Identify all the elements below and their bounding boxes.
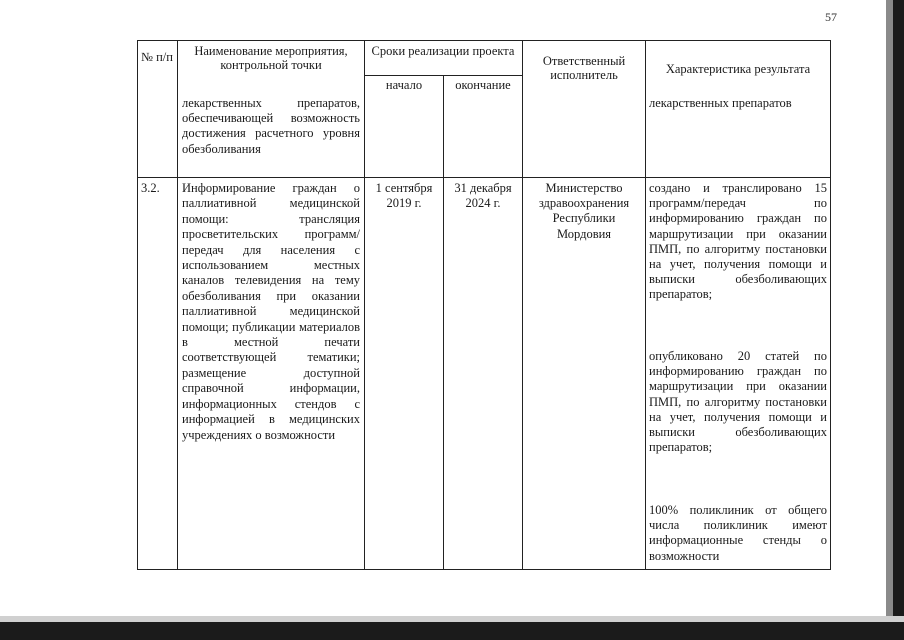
header-start: начало: [385, 78, 423, 92]
scan-edge-right: [893, 0, 904, 640]
scan-edge-bottom: [0, 622, 904, 640]
header-responsible: Ответственный исполнитель: [542, 54, 626, 82]
col-line-1: [177, 40, 178, 570]
row-result-3: 100% поликлиник от общего числа поликлиник имеют информационные стенды о возможности: [649, 503, 827, 563]
col-line-6: [830, 40, 831, 570]
row-separator: [137, 177, 831, 178]
col-line-4: [522, 40, 523, 570]
col-line-2: [364, 40, 365, 570]
col-line-5: [645, 40, 646, 570]
scan-edge-right-shade: [886, 0, 893, 640]
header-end: окончание: [455, 78, 511, 92]
row-name: Информирование граждан о паллиативной медицинской помощи: трансляция просветительских программ/передач для населения с использованием местных каналов телевидения на тему обезболивания при оказании паллиативной медицинской помощи; публикации материалов в местной печати соответствующей тематики; размещение доступной справочной информации, информационных стендов с информацией в медицинских учреждениях о возможности: [182, 181, 360, 442]
table-border-bottom: [137, 569, 831, 570]
row-result-2: опубликовано 20 статей по информированию граждан по маршрутизации при оказании ПМП, по алгоритму постановки на учет, получения помощи и выписки обезболивающих препаратов;: [649, 349, 827, 455]
page-number: 57: [825, 10, 837, 24]
row-start-date: 1 сентября 2019 г.: [375, 181, 433, 211]
row-responsible: Министерство здравоохранения Республики Мордовия: [538, 181, 630, 241]
header-num: № п/п: [141, 50, 173, 64]
header-result: Характеристика результата: [665, 62, 811, 76]
col-line-0: [137, 40, 138, 570]
header-name: Наименование мероприятия, контрольной точки: [194, 44, 348, 72]
header-terms: Сроки реализации проекта: [371, 44, 515, 58]
col-line-3: [443, 75, 444, 570]
row-end-date: 31 декабря 2024 г.: [454, 181, 512, 211]
row-number: 3.2.: [141, 181, 160, 195]
continuation-result: лекарственных препаратов: [649, 96, 792, 110]
row-result-1: создано и транслировано 15 программ/передач по информированию граждан по маршрутизации при оказании ПМП, по алгоритму постановки на учет, получения помощи и выписки обезболивающих препаратов;: [649, 181, 827, 302]
continuation-name: лекарственных препаратов, обеспечивающей возможность достижения расчетного уровня обезболивания: [182, 96, 360, 156]
table-border-top: [137, 40, 831, 41]
